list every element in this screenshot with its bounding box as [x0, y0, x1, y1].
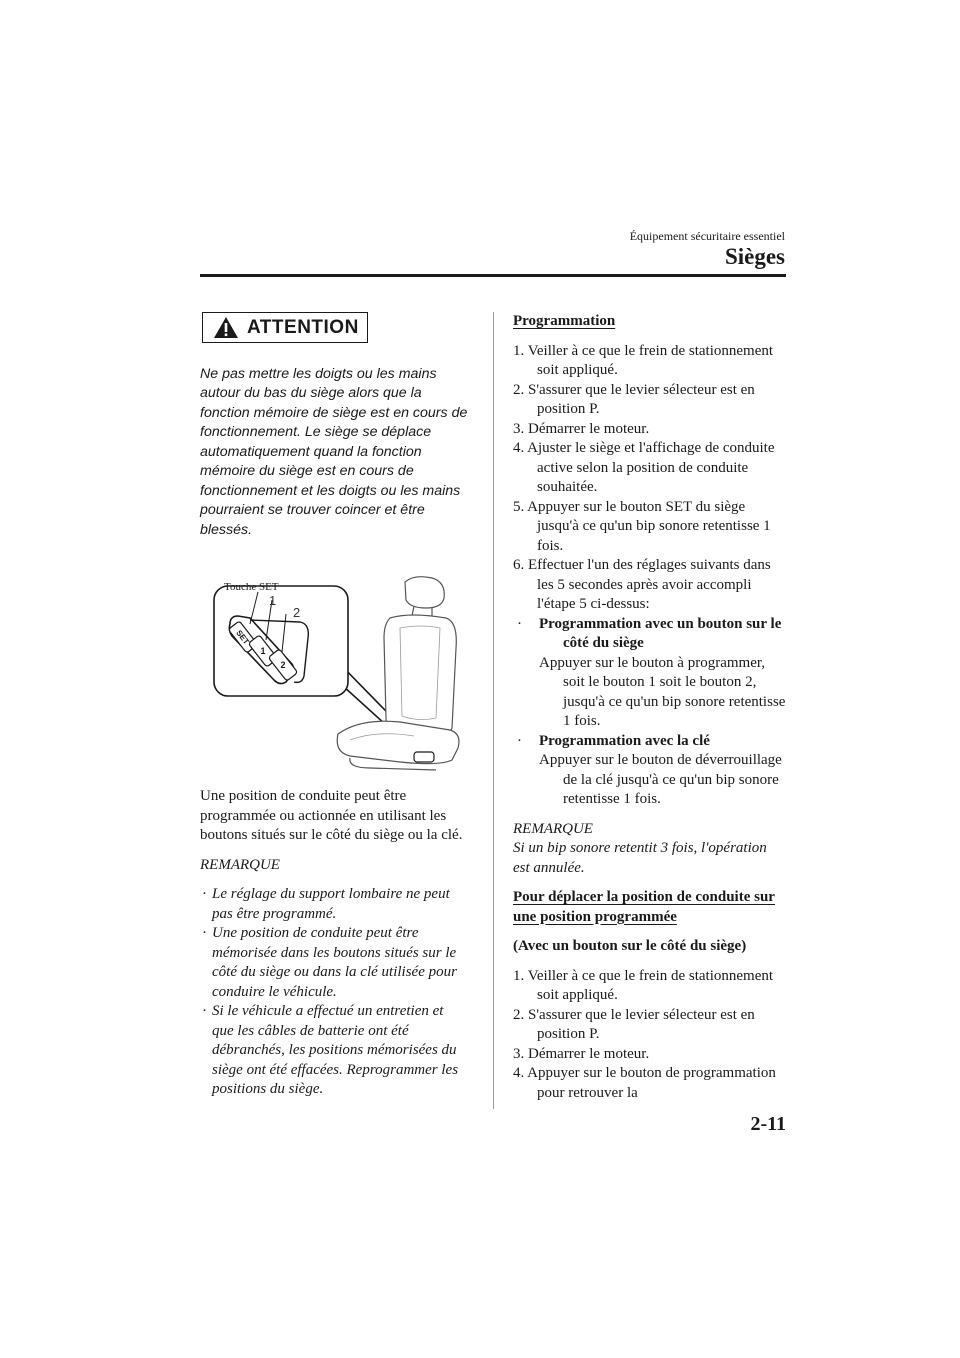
- remark-item: · Si le véhicule a effectué un entretien et que les câbles de batterie ont été débranchés, les positions mémorisées du siège ont été effacées. Reprogrammer les positions du siège.: [200, 1002, 468, 1100]
- right-column: [513, 312, 787, 1113]
- remark-item: · Une position de conduite peut être mémorisée dans les boutons situés sur le côté du siège ou dans la clé utilisée pour conduire le véhicule.: [200, 924, 468, 1002]
- button-1-text: 1: [260, 646, 266, 656]
- remark-right-title: REMARQUE: [513, 820, 593, 837]
- step-item: 5. Appuyer sur le bouton SET du siège jusqu'à ce qu'un bip sonore retentisse 1 fois.: [513, 498, 771, 554]
- step-item: 3. Démarrer le moteur.: [513, 420, 650, 437]
- step-item: 2. S'assurer que le levier sélecteur est en position P.: [513, 1006, 755, 1042]
- sub-item-text: Appuyer sur le bouton de déverrouillage de la clé jusqu'à ce qu'un bip sonore retentisse 1 fois.: [539, 752, 782, 807]
- step-item: 1. Veiller à ce que le frein de stationnement soit appliqué.: [513, 967, 774, 1003]
- sub-item-heading: · Programmation avec un bouton sur le côté du siège: [539, 615, 782, 651]
- warning-triangle-icon: [213, 316, 239, 339]
- page-title: Sièges: [724, 244, 785, 269]
- column-divider: [493, 312, 494, 1109]
- move-position-title: Pour déplacer la position de conduite sur une position programmée: [513, 889, 775, 925]
- step-item: 4. Ajuster le siège et l'affichage de conduite active selon la position de conduite souhaitée.: [513, 440, 775, 495]
- sub-item: [539, 615, 787, 732]
- seat-figure: [200, 558, 468, 773]
- page-number: 2-11: [750, 1113, 786, 1135]
- remark-list: [200, 885, 468, 1100]
- programming-steps: [513, 342, 787, 810]
- attention-box: [202, 312, 368, 343]
- sub-item-text: Appuyer sur le bouton à programmer, soit le bouton 1 soit le bouton 2, jusqu'à ce qu'un bip sonore retentisse 1 fois.: [539, 654, 786, 729]
- step-item: 6. Effectuer l'un des réglages suivants dans les 5 secondes après avoir accompli l'étape 5 ci-dessus:: [513, 557, 771, 612]
- button-2-text: 2: [280, 660, 286, 670]
- set-button-text: SET: [234, 628, 251, 647]
- left-column: [200, 312, 468, 1100]
- step-item: 3. Démarrer le moteur.: [513, 1045, 650, 1062]
- button-1-label: 1: [269, 593, 277, 608]
- remark-right-text: Si un bip sonore retentit 3 fois, l'opération est annulée.: [513, 840, 767, 876]
- move-position-subtitle: (Avec un bouton sur le côté du siège): [513, 938, 747, 954]
- step-item: 2. S'assurer que le levier sélecteur est en position P.: [513, 381, 755, 417]
- intro-text: Une position de conduite peut être programmée ou actionnée en utilisant les boutons situés sur le côté du siège ou la clé.: [200, 788, 463, 843]
- sub-item: [539, 732, 787, 810]
- attention-label: ATTENTION: [247, 316, 359, 338]
- set-touch-label: Touche SET: [224, 581, 279, 593]
- programming-title: Programmation: [513, 313, 616, 329]
- remark-item: · Le réglage du support lombaire ne peut pas être programmé.: [200, 885, 468, 924]
- warning-text: Ne pas mettre les doigts ou les mains autour du bas du siège alors que la fonction mémoire de siège est en cours de fonctionnement. Le siège se déplace automatiquement quand la fonction mémoire du siège est en cours de fonctionnement et les doigts ou les mains pourraient se trouver coincer et être blessés.: [200, 365, 468, 538]
- header-rule: [200, 274, 786, 277]
- move-position-steps: [513, 967, 787, 1104]
- button-2-label: 2: [293, 605, 301, 620]
- step-item: 4. Appuyer sur le bouton de programmation pour retrouver la: [513, 1065, 776, 1101]
- section-header: Équipement sécuritaire essentiel: [629, 229, 785, 243]
- sub-list: [513, 615, 787, 810]
- sub-item-heading: · Programmation avec la clé: [539, 732, 710, 749]
- step-item: 1. Veiller à ce que le frein de stationnement soit appliqué.: [513, 342, 774, 378]
- remark-title: REMARQUE: [200, 856, 280, 873]
- step-subitems: [513, 615, 787, 810]
